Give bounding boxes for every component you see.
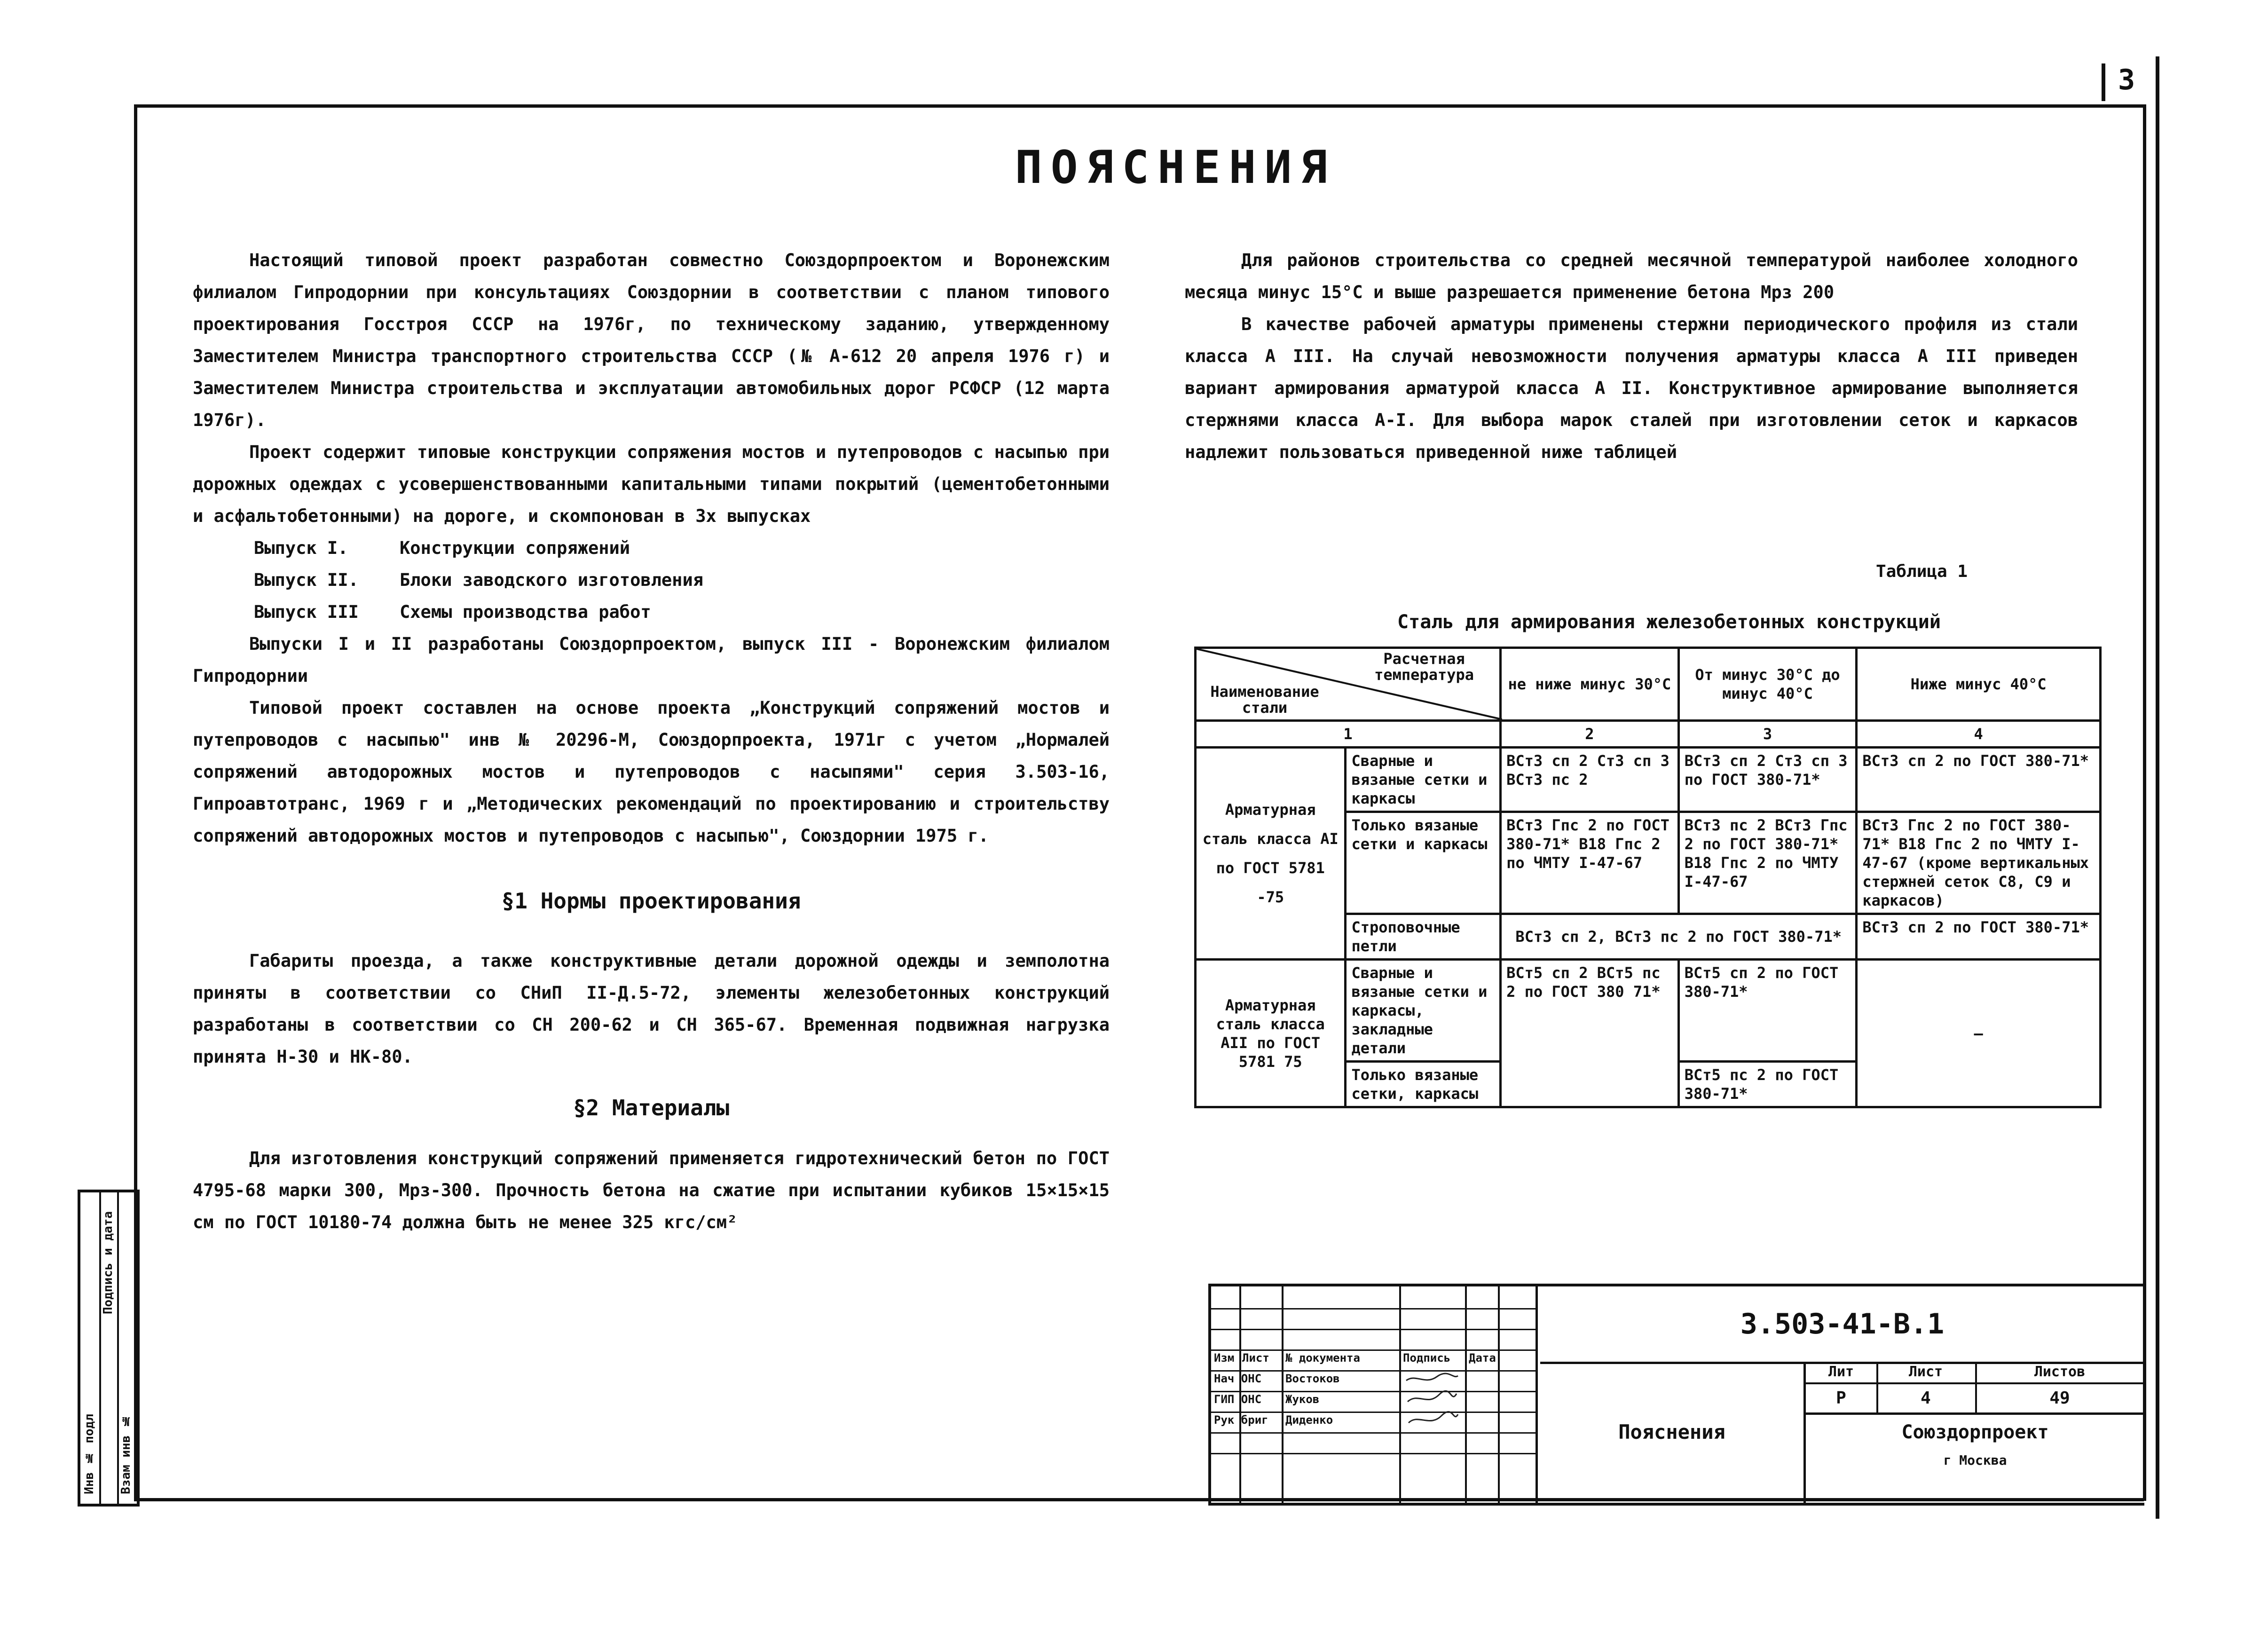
stamp-signature-grid [1211, 1286, 1536, 1503]
table-number-row [1196, 721, 2101, 748]
sheet-title: Пояснения [1540, 1362, 1806, 1503]
right-column [1185, 245, 2078, 468]
section2-heading: §2 Материалы [573, 1095, 730, 1120]
col-number: 3 [1678, 721, 1857, 748]
stamp-header: Дата [1469, 1351, 1496, 1365]
table-cell: ВСт3 пс 2 ВСт3 Гпс 2 по ГОСТ 380-71* В18 Гпс 2 по ЧМТУ I-47-67 [1678, 812, 1857, 914]
steel-table [1194, 647, 2102, 1108]
table-caption: Таблица 1 [1876, 562, 1968, 581]
table-cell: — [1857, 960, 2101, 1107]
table-row [1196, 748, 2101, 812]
table-cell: ВСт3 сп 2, ВСт3 пс 2 по ГОСТ 380-71* [1501, 914, 1857, 960]
stamp-role: Рук бриг [1214, 1413, 1268, 1427]
table-cell: ВСт3 сп 2 по ГОСТ 380-71* [1857, 914, 2101, 960]
contents-paragraph: Проект содержит типовые конструкции сопряжения мостов и путепроводов с насыпью при дорожных одеждах с усовершенствованными капитальными типами покрытий (цементобетонными и асфальтобетонными) на дороге, и скомпонован в 3х выпусках [193, 442, 1110, 526]
sheet-label: Лист [1876, 1362, 1975, 1384]
developers-paragraph: Выпуски I и II разработаны Союздорпроектом, выпуск III - Воронежским филиалом Гипродорнии [193, 634, 1110, 686]
table-cell: ВСт5 пс 2 по ГОСТ 380-71* [1678, 1062, 1857, 1107]
table-row [1196, 960, 2101, 1062]
issue-item: Выпуск II. Блоки заводского изготовления [254, 570, 704, 590]
left-column [193, 245, 1110, 1238]
handwritten-signatures [1404, 1371, 1460, 1432]
table-cell: ВСт3 сп 2 по ГОСТ 380-71* [1857, 748, 2101, 812]
stamp-name: Диденко [1285, 1413, 1333, 1427]
table-column-header: От минус 30°С до минус 40°С [1678, 648, 1857, 721]
table-title: Сталь для армирования железобетонных конструкций [1397, 611, 1941, 633]
section1-paragraph: Габариты проезда, а также конструктивные детали дорожной одежды и земполотна приняты в соответствии со СНиП II-Д.5-72, элементы железобетонных конструкций разработаны в соответствии со СН 200-62 и СН 365-67. Временная подвижная нагрузка принята Н-30 и НК-80. [193, 951, 1110, 1067]
table-cell: Только вязаные сетки и каркасы [1346, 812, 1501, 914]
stamp-header: Изм [1214, 1351, 1235, 1365]
section2-paragraph: Для изготовления конструкций сопряжений применяется гидротехнический бетон по ГОСТ 4795-68 марки 300, Мрз-300. Прочность бетона на сжатие при испытании кубиков 15×15×15 см по ГОСТ 10180-74 должна быть не менее 325 кгс/см² [193, 1148, 1110, 1232]
table-cell: ВСт3 Гпс 2 по ГОСТ 380-71* В18 Гпс 2 по ЧМТУ I-47-67 [1501, 812, 1679, 914]
issue-item: Выпуск I. Конструкции сопряжений [254, 538, 630, 558]
sheets-label: Листов [1975, 1362, 2144, 1384]
section1-heading: §1 Нормы проектирования [501, 888, 801, 914]
group2-name: Арматурная сталь класса АII по ГОСТ 5781 75 [1196, 960, 1346, 1107]
table-cell: Сварные и вязаные сетки и каркасы [1346, 748, 1501, 812]
sheet-info [1806, 1362, 2144, 1503]
stamp-header: № документа [1285, 1351, 1360, 1365]
side-stamp-inv: Инв № подл [82, 1414, 96, 1494]
diagonal-header-cell [1196, 648, 1501, 721]
frost-paragraph: Для районов строительства со средней месячной температурой наиболее холодного месяца минус 15°С и выше разрешается применение бетона Мрз 200 [1185, 250, 2078, 302]
page-title: ПОЯСНЕНИЯ [1015, 141, 1336, 194]
stamp-header: Подпись [1403, 1351, 1451, 1365]
issue-item: Выпуск III Схемы производства работ [254, 602, 651, 622]
stamp-name: Жуков [1285, 1393, 1320, 1406]
table-header-row [1196, 648, 2101, 721]
group1-name: Арматурная сталь класса АI по ГОСТ 5781 -75 [1196, 748, 1346, 960]
stamp-role: Нач ОНС [1214, 1372, 1262, 1385]
side-stamp [78, 1190, 140, 1507]
frame-outer-right-line [2156, 56, 2159, 1519]
table-cell: ВСт3 сп 2 Ст3 сп 3 ВСт3 пс 2 [1501, 748, 1679, 812]
side-stamp-replace: Взам инв № [119, 1414, 133, 1494]
stamp-header: Лист [1242, 1351, 1269, 1365]
basis-paragraph: Типовой проект составлен на основе проекта „Конструкций сопряжений мостов и путепроводов с насыпью" инв № 20296-М, Союздорпроекта, 1971г с учетом „Нормалей сопряжений автодорожных мостов и путепроводов с насыпями" серия 3.503-16, Гипроавтотранс, 1969 г и „Методических рекомендаций по проектированию и строительству сопряжений автодорожных мостов и путепроводов с насыпью", Союздорнии 1975 г. [193, 698, 1110, 846]
table-cell: ВСт5 сп 2 ВСт5 пс 2 по ГОСТ 380 71* [1501, 960, 1679, 1107]
table-column-header: Ниже минус 40°С [1857, 648, 2101, 721]
stamp-role: ГИП ОНС [1214, 1393, 1262, 1406]
stage-label: Лит [1806, 1362, 1876, 1384]
col-number: 2 [1501, 721, 1679, 748]
table-cell: ВСт5 сп 2 по ГОСТ 380-71* [1678, 960, 1857, 1062]
side-stamp-signature: Подпись и дата [101, 1211, 115, 1315]
organization-city: г Москва [1943, 1452, 2007, 1468]
sheets-value: 49 [1975, 1384, 2144, 1415]
document-code: 3.503-41-В.1 [1540, 1286, 2144, 1364]
stage-value: Р [1806, 1384, 1876, 1415]
table-cell: Сварные и вязаные сетки и каркасы, закладные детали [1346, 960, 1501, 1062]
col-number: 4 [1857, 721, 2101, 748]
header-temperature: Расчетная температура [1374, 650, 1474, 684]
table-column-header: не ниже минус 30°С [1501, 648, 1679, 721]
table-cell: Строповочные петли [1346, 914, 1501, 960]
stamp-name: Востоков [1285, 1372, 1340, 1385]
table-cell: ВСт3 Гпс 2 по ГОСТ 380-71* В18 Гпс 2 по ЧМТУ I-47-67 (кроме вертикальных стержней сеток С8, С9 и каркасов) [1857, 812, 2101, 914]
frame-top-line [134, 104, 2144, 108]
title-block [1208, 1284, 2144, 1506]
intro-paragraph: Настоящий типовой проект разработан совместно Союздорпроектом и Воронежским филиалом Гипродорнии при консультациях Союздорнии в соответствии с планом типового проектирования Госстроя СССР на 1976г, по техническому заданию, утвержденному Заместителем Министра транспортного строительства СССР (№ А-612 20 апреля 1976 г) и Заместителем Министра строительства и эксплуатации автомобильных дорог РСФСР (12 марта 1976г). [193, 250, 1110, 430]
organization-name: Союздорпроект [1901, 1421, 2049, 1443]
header-steel-name: Наименование стали [1210, 683, 1319, 717]
table-cell: Только вязаные сетки, каркасы [1346, 1062, 1501, 1107]
organization [1806, 1418, 2144, 1475]
sheet-value: 4 [1876, 1384, 1975, 1415]
table-cell: ВСт3 сп 2 Ст3 сп 3 по ГОСТ 380-71* [1678, 748, 1857, 812]
reinforcement-paragraph: В качестве рабочей арматуры применены стержни периодического профиля из стали класса А III. На случай невозможности получения арматуры класса А III приведен вариант армирования арматурой класса А II. Конструктивное армирование выполняется стержнями класса А-I. Для выбора марок сталей при изготовлении сеток и каркасов надлежит пользоваться приведенной ниже таблицей [1185, 314, 2078, 462]
col-number: 1 [1196, 721, 1501, 748]
sheet-number: 3 [2102, 63, 2148, 101]
